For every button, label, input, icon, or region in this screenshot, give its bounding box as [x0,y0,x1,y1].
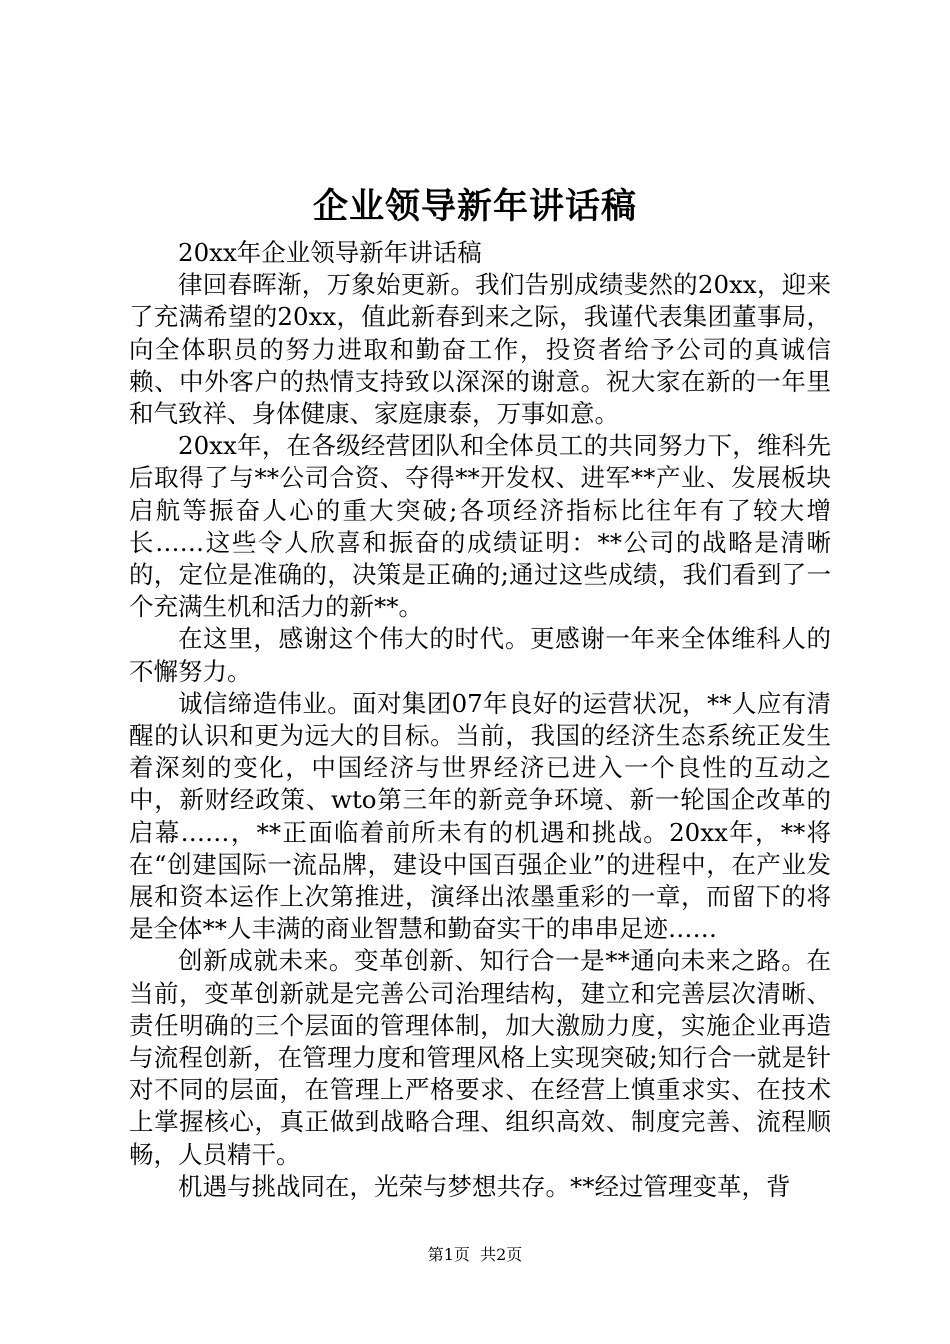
paragraph: 在这里，感谢这个伟大的时代。更感谢一年来全体维科人的不懈努力。 [129,624,831,686]
page-number: 第1页 共2页 [427,1245,523,1264]
paragraph: 创新成就未来。变革创新、知行合一是**通向未来之路。在当前，变革创新就是完善公司治理结构，建立和完善层次清晰、责任明确的三个层面的管理体制，加大激励力度，实施企业再造与流程创新，在管理力度和管理风格上实现突破;知行合一就是针对不同的层面，在管理上严格要求、在经营上慎重求实、在技术上掌握核心，真正做到战略合理、组织高效、制度完善、流程顺畅，人员精干。 [129,946,831,1169]
paragraph: 律回春晖渐，万象始更新。我们告别成绩斐然的20xx，迎来了充满希望的20xx，值此新春到来之际，我谨代表集团董事局，向全体职员的努力进取和勤奋工作，投资者给予公司的真诚信赖、中外客户的热情支持致以深深的谢意。祝大家在新的一年里和气致祥、身体健康、家庭康泰，万事如意。 [129,270,831,429]
paragraph: 诚信缔造伟业。面对集团07年良好的运营状况，**人应有清醒的认识和更为远大的目标。当前，我国的经济生态系统正发生着深刻的变化，中国经济与世界经济已进入一个良性的互动之中，新财经政策、wto第三年的新竞争环境、新一轮国企改革的启幕……，**正面临着前所未有的机遇和挑战。20xx年，**将在“创建国际一流品牌，建设中国百强企业”的进程中，在产业发展和资本运作上次第推进，演绎出浓墨重彩的一章，而留下的将是全体**人丰满的商业智慧和勤奋实干的串串足迹…… [129,688,831,944]
document-body [129,237,831,1203]
paragraph: 20xx年，在各级经营团队和全体员工的共同努力下，维科先后取得了与**公司合资、夺得**开发权、进军**产业、发展板块启航等振奋人心的重大突破;各项经济指标比往年有了较大增长……这些令人欣喜和振奋的成绩证明：**公司的战略是清晰的，定位是准确的，决策是正确的;通过这些成绩，我们看到了一个充满生机和活力的新**。 [129,431,831,622]
paragraph-subtitle: 20xx年企业领导新年讲话稿 [178,238,482,267]
document-title: 企业领导新年讲话稿 [312,186,637,227]
paragraph: 机遇与挑战同在，光荣与梦想共存。**经过管理变革，背 [178,1171,791,1201]
page-footer [0,1244,950,1266]
